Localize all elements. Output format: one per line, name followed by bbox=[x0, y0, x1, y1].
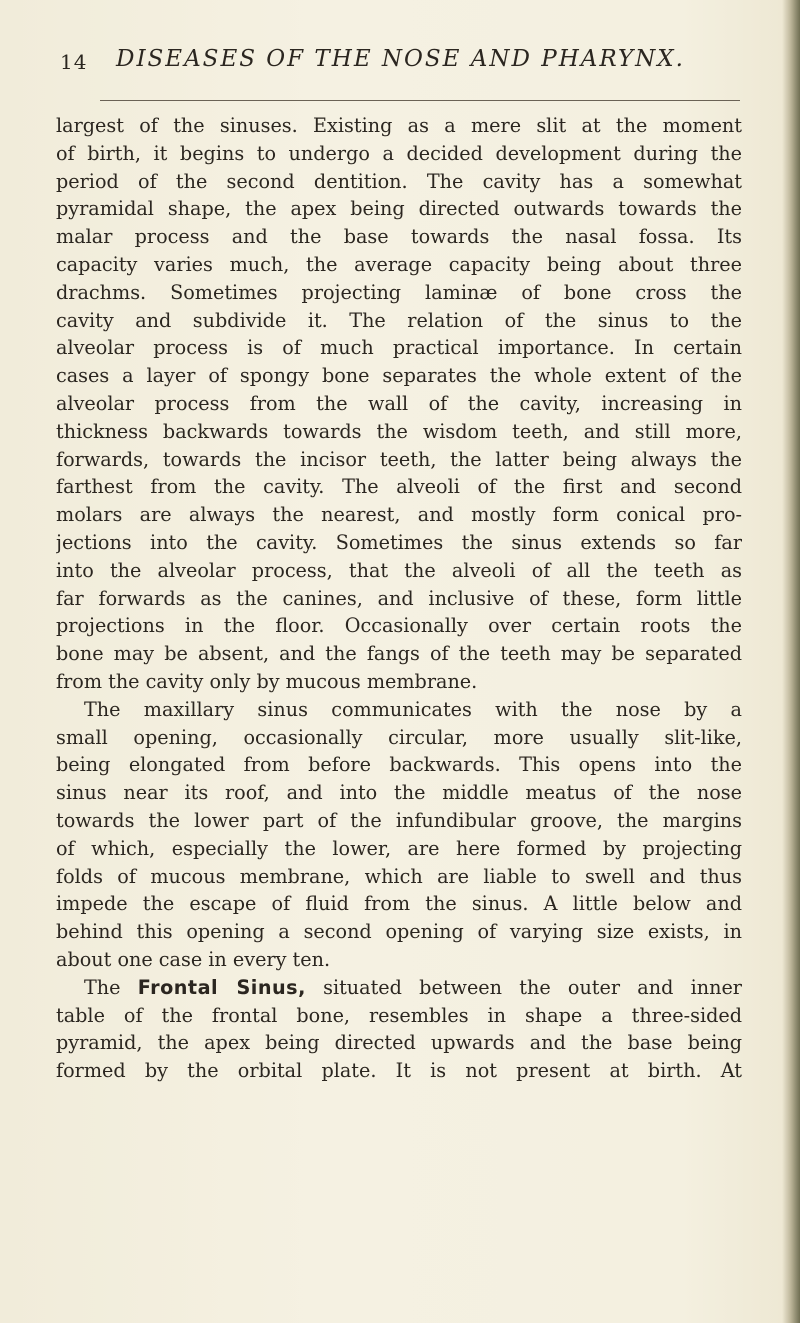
text-line: period of the second dentition. The cavity has a somewhat bbox=[56, 169, 742, 193]
running-title: DISEASES OF THE NOSE AND PHARYNX. bbox=[116, 46, 685, 72]
text-line: alveolar process is of much practical importance. In certain bbox=[56, 336, 742, 360]
section-heading-frontal-sinus: Frontal Sinus, bbox=[137, 975, 306, 999]
frontal-lead-word: The bbox=[84, 975, 121, 999]
page-header bbox=[60, 46, 750, 80]
text-line: farthest from the cavity. The alveoli of the first and second bbox=[56, 475, 742, 499]
text-line: drachms. Sometimes projecting laminæ of bone cross the bbox=[56, 280, 742, 304]
text-line: folds of mucous membrane, which are liable to swell and thus bbox=[56, 864, 742, 888]
frontal-heading-rest: situated between the outer and inner bbox=[323, 975, 742, 999]
text-line: about one case in every ten. bbox=[56, 947, 331, 971]
text-line: jections into the cavity. Sometimes the sinus extends so far bbox=[56, 530, 742, 554]
header-rule bbox=[100, 100, 740, 101]
body-text bbox=[56, 112, 742, 1085]
text-line: sinus near its roof, and into the middle meatus of the nose bbox=[56, 781, 742, 805]
page-number: 14 bbox=[60, 50, 88, 74]
text-line: towards the lower part of the infundibular groove, the margins bbox=[56, 808, 742, 832]
text-line: formed by the orbital plate. It is not present at birth. At bbox=[56, 1059, 742, 1083]
text-line-frontal-heading bbox=[56, 974, 742, 1002]
text-line: forwards, towards the incisor teeth, the latter being always the bbox=[56, 447, 742, 471]
text-line: table of the frontal bone, resembles in shape a three-sided bbox=[56, 1003, 742, 1027]
text-line: thickness backwards towards the wisdom teeth, and still more, bbox=[56, 419, 742, 443]
text-line: malar process and the base towards the nasal fossa. Its bbox=[56, 225, 742, 249]
text-line: into the alveolar process, that the alveoli of all the teeth as bbox=[56, 558, 742, 582]
text-line: far forwards as the canines, and inclusive of these, form little bbox=[56, 586, 742, 610]
text-line: molars are always the nearest, and mostly form conical pro- bbox=[56, 503, 742, 527]
text-line: cavity and subdivide it. The relation of the sinus to the bbox=[56, 308, 742, 332]
text-line: bone may be absent, and the fangs of the teeth may be separated bbox=[56, 642, 742, 666]
text-line: largest of the sinuses. Existing as a mere slit at the moment bbox=[56, 114, 742, 137]
text-line: behind this opening a second opening of varying size exists, in bbox=[56, 920, 742, 944]
text-line: pyramidal shape, the apex being directed outwards towards the bbox=[56, 197, 742, 221]
text-line: impede the escape of fluid from the sinus. A little below and bbox=[56, 892, 742, 916]
text-line: The maxillary sinus communicates with the nose by a bbox=[84, 697, 742, 721]
text-line: cases a layer of spongy bone separates the whole extent of the bbox=[56, 364, 742, 388]
text-line: of birth, it begins to undergo a decided development during the bbox=[56, 141, 742, 165]
text-line: pyramid, the apex being directed upwards and the base being bbox=[56, 1031, 742, 1055]
text-line: being elongated from before backwards. This opens into the bbox=[56, 753, 742, 777]
text-line: small opening, occasionally circular, more usually slit-like, bbox=[56, 725, 742, 749]
text-line: alveolar process from the wall of the cavity, increasing in bbox=[56, 391, 742, 415]
text-line: of which, especially the lower, are here formed by projecting bbox=[56, 836, 742, 860]
text-line: capacity varies much, the average capacity being about three bbox=[56, 252, 742, 276]
page-edge-shadow bbox=[782, 0, 800, 1323]
text-line: from the cavity only by mucous membrane. bbox=[56, 669, 478, 693]
text-line: projections in the floor. Occasionally over certain roots the bbox=[56, 614, 742, 638]
